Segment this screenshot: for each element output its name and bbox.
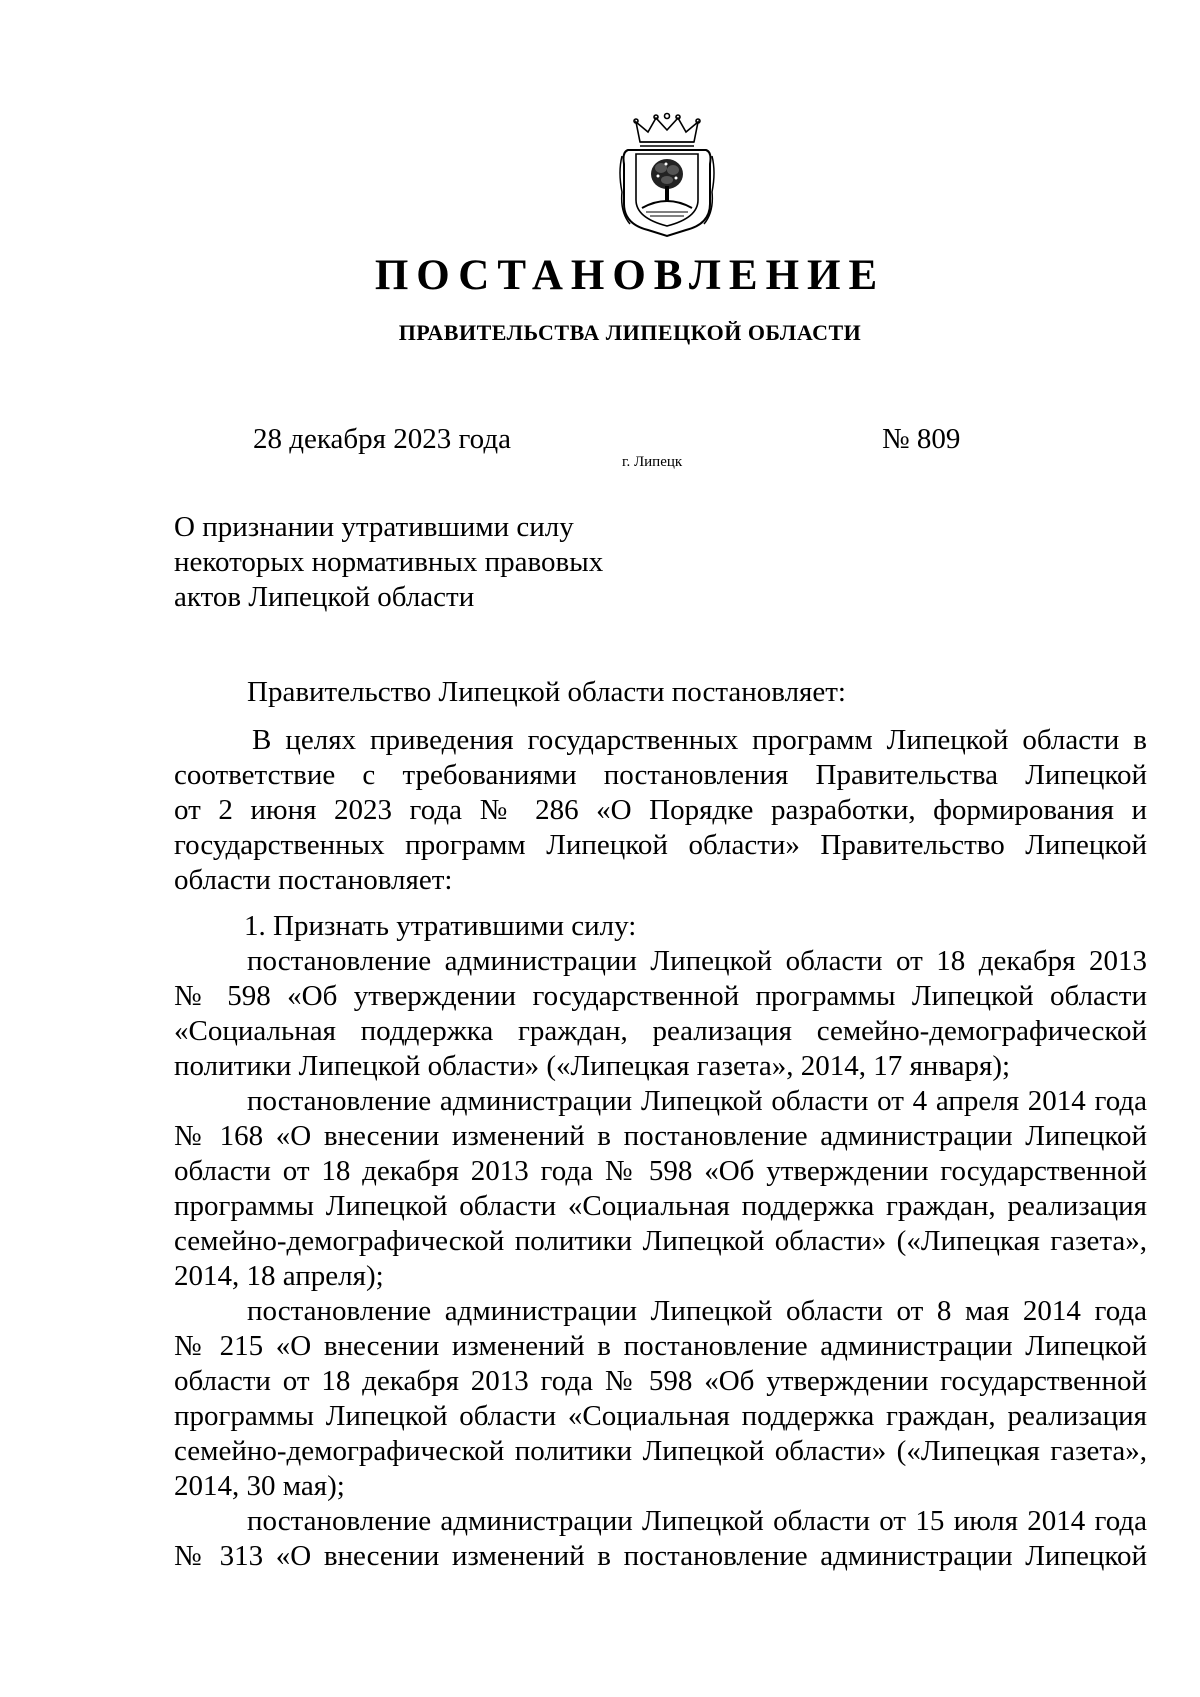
body-line: государственных программ Липецкой области» Правительство Липецкой [174, 829, 1147, 861]
preamble-paragraph [174, 723, 1147, 898]
act-entry [174, 1294, 1147, 1504]
body-line: политики Липецкой области» («Липецкая газета», 2014, 17 января); [174, 1050, 1011, 1082]
body-line: постановление администрации Липецкой области от 8 мая 2014 года [247, 1295, 1147, 1327]
item-1-paragraph [174, 909, 1147, 944]
act-entry [174, 1084, 1147, 1294]
intro-statement: Правительство Липецкой области постановляет: [247, 676, 846, 708]
body-line: № 168 «О внесении изменений в постановление администрации Липецкой [174, 1120, 1147, 1152]
subject-line: актов Липецкой области [174, 581, 475, 613]
body-line: области от 18 декабря 2013 года № 598 «Об утверждении государственной [174, 1155, 1147, 1187]
document-subject [174, 510, 694, 615]
document-body [174, 723, 1147, 1574]
subject-line: О признании утратившими силу [174, 511, 574, 543]
lipetsk-coat-of-arms-icon [618, 112, 716, 240]
body-line: «Социальная поддержка граждан, реализация семейно-демографической [174, 1015, 1147, 1047]
act-entry [174, 1504, 1147, 1574]
body-line: области от 18 декабря 2013 года № 598 «Об утверждении государственной [174, 1365, 1147, 1397]
body-line: области постановляет: [174, 864, 453, 896]
body-line: семейно-демографической политики Липецкой области» («Липецкая газета», [174, 1435, 1147, 1467]
act-entry [174, 944, 1147, 1084]
body-line: от 2 июня 2023 года № 286 «О Порядке разработки, формирования и [174, 794, 1147, 826]
body-line: постановление администрации Липецкой области от 15 июля 2014 года [247, 1505, 1147, 1537]
subject-line: некоторых нормативных правовых [174, 546, 604, 578]
document-number: № 809 [882, 423, 961, 455]
document-title: ПОСТАНОВЛЕНИЕ [374, 252, 886, 299]
body-line: № 313 «О внесении изменений в постановление администрации Липецкой [174, 1540, 1147, 1572]
body-line: № 598 «Об утверждении государственной программы Липецкой области [174, 980, 1147, 1012]
body-line: программы Липецкой области «Социальная поддержка граждан, реализация [174, 1190, 1147, 1222]
body-line: постановление администрации Липецкой области от 4 апреля 2014 года [247, 1085, 1147, 1117]
document-city: г. Липецк [622, 454, 683, 470]
body-line: постановление администрации Липецкой области от 18 декабря 2013 [247, 945, 1147, 977]
body-line: соответствие с требованиями постановления Правительства Липецкой [174, 759, 1147, 791]
body-line: 2014, 18 апреля); [174, 1260, 384, 1292]
document-issuer: ПРАВИТЕЛЬСТВА ЛИПЕЦКОЙ ОБЛАСТИ [398, 320, 862, 345]
body-line: программы Липецкой области «Социальная поддержка граждан, реализация [174, 1400, 1147, 1432]
body-line: № 215 «О внесении изменений в постановление администрации Липецкой [174, 1330, 1147, 1362]
document-date: 28 декабря 2023 года [253, 423, 511, 455]
body-line: 2014, 30 мая); [174, 1470, 345, 1502]
item-heading: 1. Признать утратившими силу: [244, 910, 637, 942]
body-line: семейно-демографической политики Липецкой области» («Липецкая газета», [174, 1225, 1147, 1257]
body-line: В целях приведения государственных программ Липецкой области в [252, 724, 1147, 756]
